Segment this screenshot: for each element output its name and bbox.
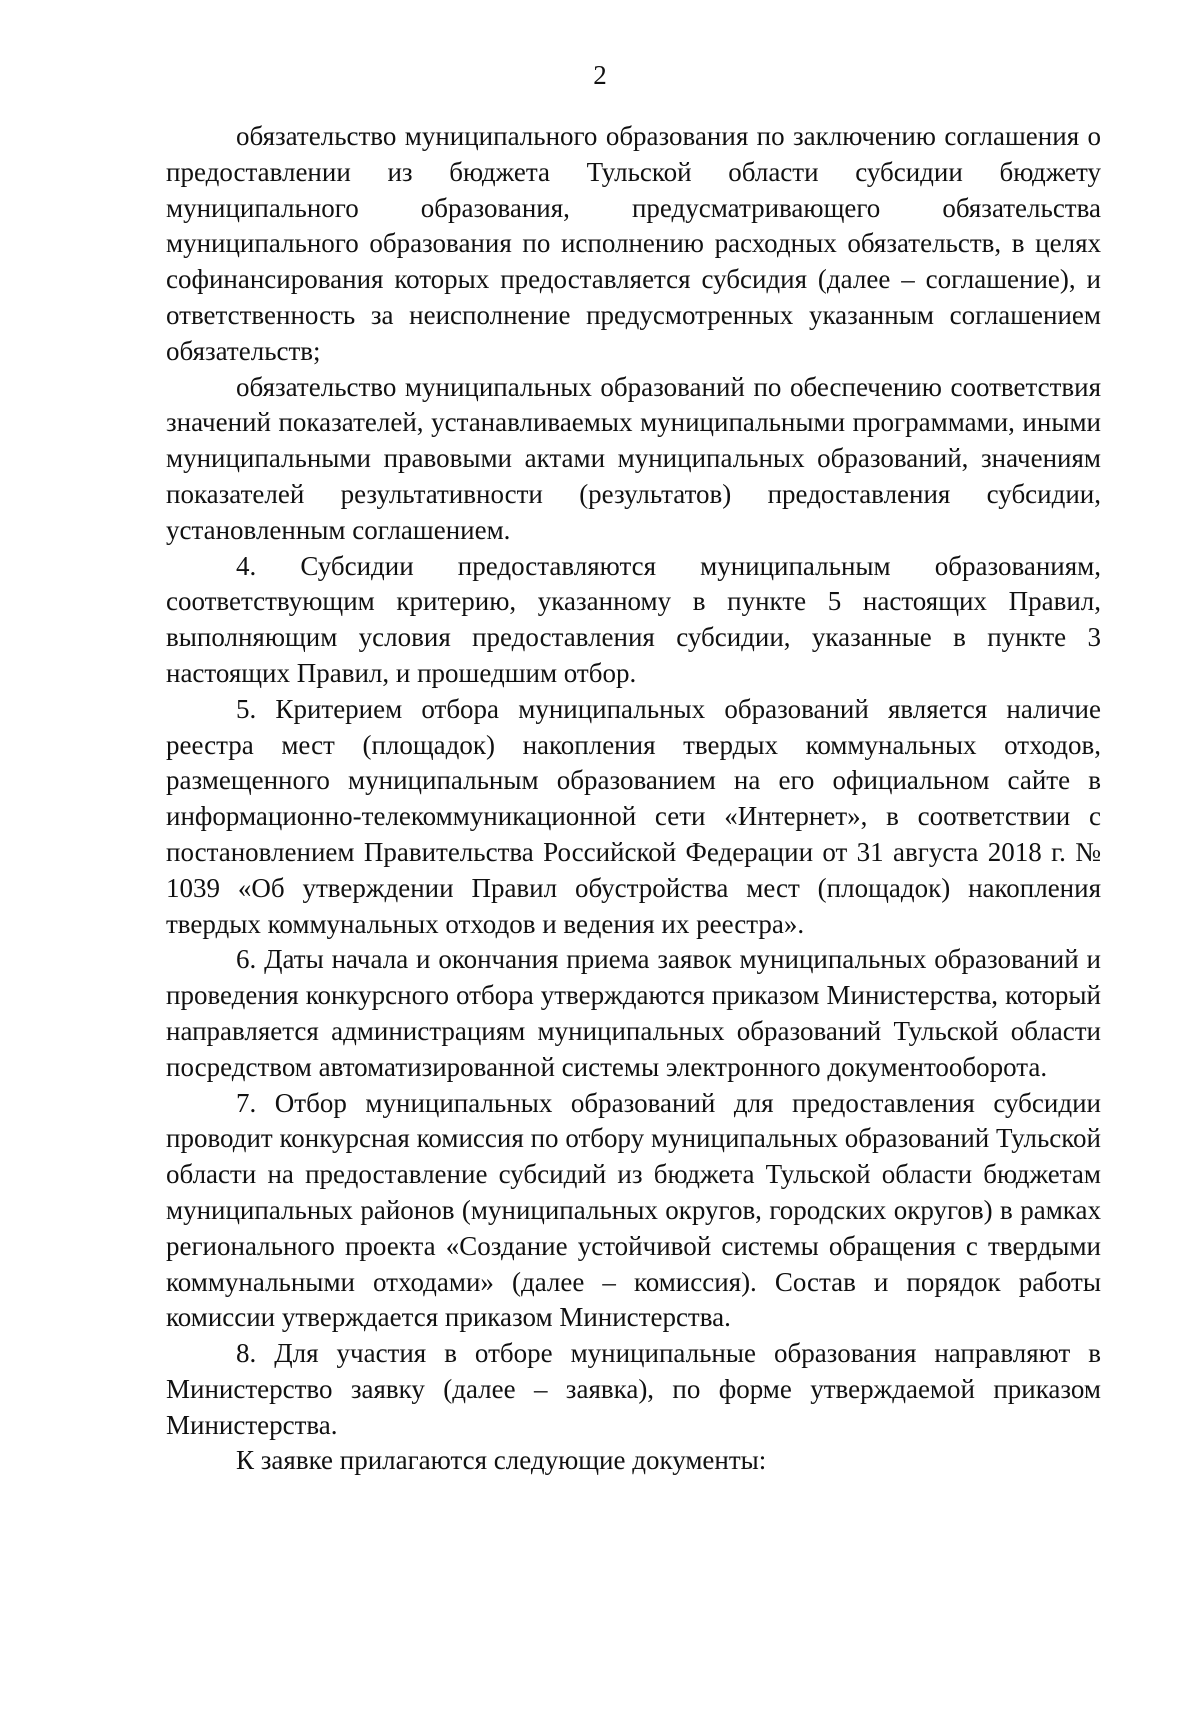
paragraph: 6. Даты начала и окончания приема заявок муниципальных образований и проведения конкурсного отбора утверждаются приказом Министерства, который направляется администрациям муниципальных образований Тульской области посредством автоматизированной системы электронного документооборота.: [166, 944, 1101, 1082]
paragraph: 7. Отбор муниципальных образований для предоставления субсидии проводит конкурсная комиссия по отбору муниципальных образований Тульской области на предоставление субсидий из бюджета Тульской области бюджетам муниципальных районов (муниципальных округов, городских округов) в рамках регионального проекта «Создание устойчивой системы обращения с твердыми коммунальными отходами» (далее – комиссия). Состав и порядок работы комиссии утверждается приказом Министерства.: [166, 1087, 1101, 1333]
paragraph: обязательство муниципальных образований по обеспечению соответствия значений показателей, устанавливаемых муниципальными программами, иными муниципальными правовыми актами муниципальных образований, значениям показателей результативности (результатов) предоставления субсидии, установленным соглашением.: [166, 371, 1101, 545]
paragraph: 5. Критерием отбора муниципальных образований является наличие реестра мест (площадок) накопления твердых коммунальных отходов, размещенного муниципальным образованием на его официальном сайте в информационно-телекоммуникационной сети «Интернет», в соответствии с постановлением Правительства Российской Федерации от 31 августа 2018 г. № 1039 «Об утверждении Правил обустройства мест (площадок) накопления твердых коммунальных отходов и ведения их реестра».: [166, 693, 1101, 939]
document-body: [166, 119, 1101, 1479]
paragraph: К заявке прилагаются следующие документы:: [236, 1445, 767, 1476]
paragraph: обязательство муниципального образования по заключению соглашения о предоставлении из бюджета Тульской области субсидии бюджету муниципального образования, предусматривающего обязательства муниципального образования по исполнению расходных обязательств, в целях софинансирования которых предоставляется субсидия (далее – соглашение), и ответственность за неисполнение предусмотренных указанным соглашением обязательств;: [166, 121, 1101, 366]
paragraph: 8. Для участия в отборе муниципальные образования направляют в Министерство заявку (далее – заявка), по форме утверждаемой приказом Министерства.: [166, 1338, 1101, 1440]
page-number: 2: [593, 60, 607, 90]
paragraph: 4. Субсидии предоставляются муниципальным образованиям, соответствующим критерию, указанному в пункте 5 настоящих Правил, выполняющим условия предоставления субсидии, указанные в пункте 3 настоящих Правил, и прошедшим отбор.: [166, 550, 1101, 688]
